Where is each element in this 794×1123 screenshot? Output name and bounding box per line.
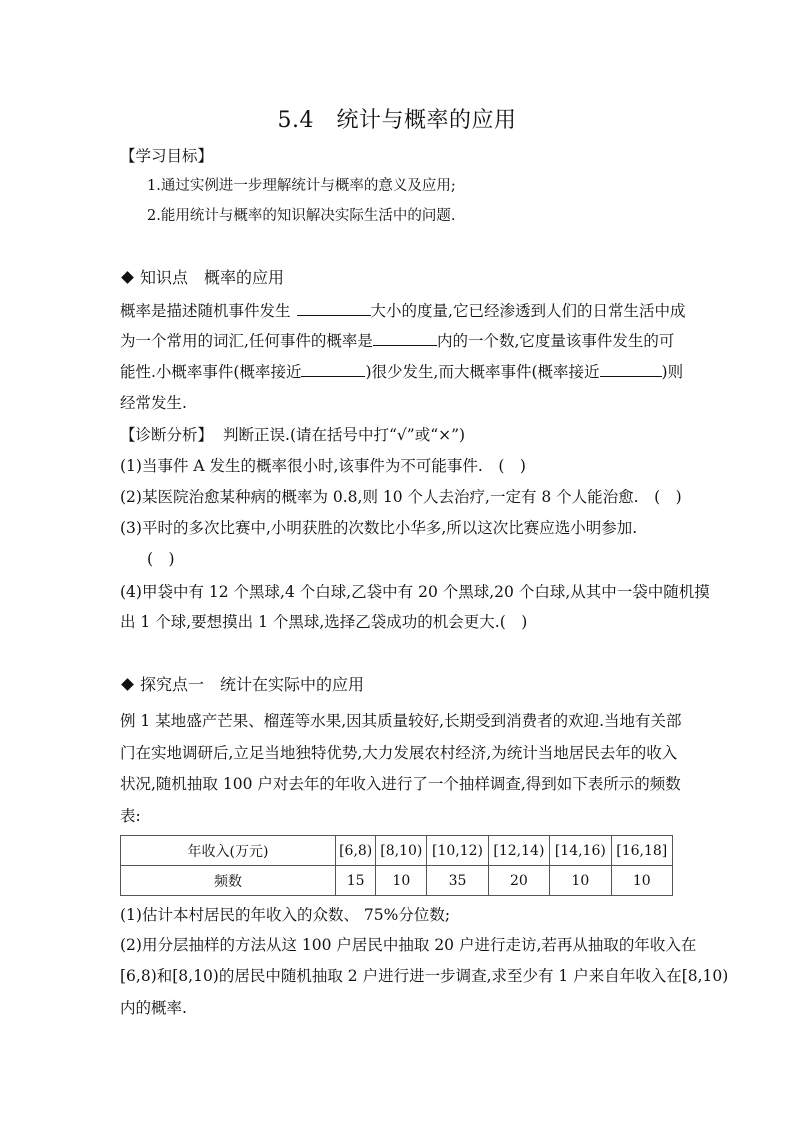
table-cell: [8,10) [376, 836, 427, 866]
diagnosis-item-2: (2)某医院治愈某种病的概率为 0.8,则 10 个人去治疗,一定有 8 个人能治愈. ( ) [120, 488, 682, 506]
objective-item-1: 1.通过实例进一步理解统计与概率的意义及应用; [147, 178, 456, 194]
diagnosis-item-4-cont: 出 1 个球,要想摸出 1 个黑球,选择乙袋成功的机会更大.( ) [120, 613, 528, 631]
diagnosis-item-3-bracket: ( ) [147, 550, 175, 568]
question-1: (1)估计本村居民的年收入的众数、 75%分位数; [120, 906, 451, 924]
knowledge-text: 内的一个数,它度量该事件发生的可 [436, 332, 675, 350]
example-line-2: 门在实地调研后,立足当地独特优势,大力发展农村经济,为统计当地居民去年的收入 [120, 744, 678, 762]
knowledge-text: )很少发生,而大概率事件(概率接近 [365, 363, 600, 381]
explore-heading-row [120, 675, 364, 695]
fill-blank [373, 331, 437, 346]
table-cell: [6,8) [336, 836, 376, 866]
knowledge-text: 能性.小概率事件(概率接近 [120, 363, 302, 381]
knowledge-line-1 [120, 301, 685, 321]
fill-blank [297, 301, 371, 316]
knowledge-heading: 知识点 概率的应用 [140, 268, 285, 287]
knowledge-heading-row [120, 268, 284, 288]
example-line-4: 表: [120, 807, 141, 825]
table-cell: 15 [336, 866, 376, 896]
table-cell: 10 [550, 866, 611, 896]
table-header-cell: 年收入(万元) [121, 836, 336, 866]
knowledge-line-2 [120, 331, 674, 351]
table-cell: [12,14) [488, 836, 549, 866]
objective-item-2: 2.能用统计与概率的知识解决实际生活中的问题. [147, 208, 456, 224]
knowledge-text: 大小的度量,它已经渗透到人们的日常生活中成 [370, 302, 686, 320]
example-line-3: 状况,随机抽取 100 户对去年的年收入进行了一个抽样调查,得到如下表所示的频数 [120, 775, 681, 793]
knowledge-text: 为一个常用的词汇,任何事件的概率是 [120, 332, 373, 350]
question-2-end: 内的概率. [120, 999, 187, 1017]
diamond-bullet-icon [121, 678, 134, 691]
table-cell: 35 [427, 866, 488, 896]
page-title: 5.4 统计与概率的应用 [277, 108, 517, 133]
question-2-cont: [6,8)和[8,10)的居民中随机抽取 2 户进行进一步调查,求至少有 1 户来自年收入在[8,10) [120, 967, 729, 985]
diagnosis-item-4: (4)甲袋中有 12 个黑球,4 个白球,乙袋中有 20 个黑球,20 个白球,从其中一袋中随机摸 [120, 583, 710, 601]
table-cell: [16,18] [611, 836, 672, 866]
fill-blank [600, 362, 662, 377]
table-header-cell: 频数 [121, 866, 336, 896]
question-2: (2)用分层抽样的方法从这 100 户居民中抽取 20 户进行走访,若再从抽取的年收入在 [120, 936, 697, 954]
objectives-heading: 【学习目标】 [120, 147, 214, 165]
diagnosis-item-1: (1)当事件 A 发生的概率很小时,该事件为不可能事件. ( ) [120, 457, 526, 475]
diagnosis-heading: 【诊断分析】 [120, 426, 214, 444]
table-cell: [14,16) [550, 836, 611, 866]
table-cell: 10 [611, 866, 672, 896]
diagnosis-instruction: 判断正误.(请在括号中打“√”或“×”) [223, 426, 466, 444]
table-cell: 20 [488, 866, 549, 896]
fill-blank [301, 362, 365, 377]
diagnosis-row [120, 425, 465, 445]
table-row [121, 836, 673, 866]
diagnosis-item-3: (3)平时的多次比赛中,小明获胜的次数比小华多,所以这次比赛应选小明参加. [120, 519, 638, 537]
table-cell: 10 [376, 866, 427, 896]
knowledge-line-4: 经常发生. [120, 394, 187, 412]
table-row [121, 866, 673, 896]
knowledge-line-3 [120, 362, 683, 382]
knowledge-text: )则 [661, 363, 684, 381]
diamond-bullet-icon [121, 271, 134, 284]
knowledge-text: 概率是描述随机事件发生 [120, 302, 291, 320]
frequency-table [120, 835, 673, 896]
explore-heading: 探究点一 统计在实际中的应用 [140, 675, 365, 694]
table-cell: [10,12) [427, 836, 488, 866]
example-line-1: 例 1 某地盛产芒果、榴莲等水果,因其质量较好,长期受到消费者的欢迎.当地有关部 [120, 712, 682, 730]
